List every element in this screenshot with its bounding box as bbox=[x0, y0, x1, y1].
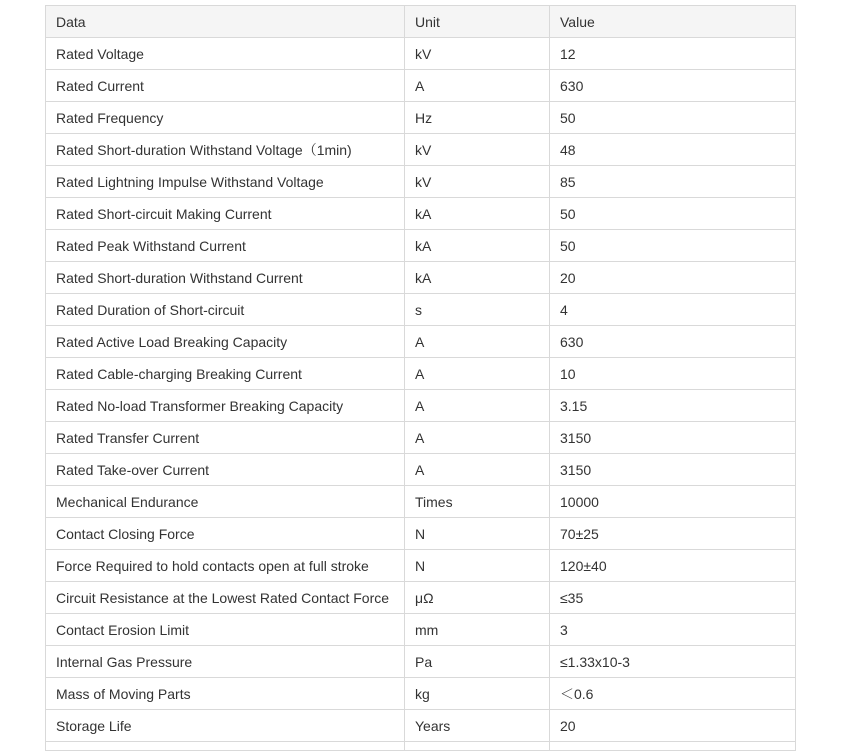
table-row bbox=[46, 294, 796, 326]
table-row bbox=[46, 646, 796, 678]
cell-value: 48 bbox=[550, 134, 796, 166]
cell-value: 630 bbox=[550, 326, 796, 358]
cell-value: ＜0.6 bbox=[550, 678, 796, 710]
table-row bbox=[46, 678, 796, 710]
cell-data: Mass of Moving Parts bbox=[46, 678, 405, 710]
table-row bbox=[46, 710, 796, 742]
cell-data: Rated No-load Transformer Breaking Capacity bbox=[46, 390, 405, 422]
table-row bbox=[46, 582, 796, 614]
cell-unit: N bbox=[405, 518, 550, 550]
cell-unit: kV bbox=[405, 38, 550, 70]
cell-value: 50 bbox=[550, 198, 796, 230]
cell-unit: kA bbox=[405, 262, 550, 294]
table-header-row bbox=[46, 6, 796, 38]
table-row bbox=[46, 550, 796, 582]
cell-data: Rated Frequency bbox=[46, 102, 405, 134]
table-row bbox=[46, 614, 796, 646]
cell-data: Rated Lightning Impulse Withstand Voltage bbox=[46, 166, 405, 198]
cell-data: Rated Active Load Breaking Capacity bbox=[46, 326, 405, 358]
table-row bbox=[46, 134, 796, 166]
table-row bbox=[46, 518, 796, 550]
cell-data: Rated Take-over Current bbox=[46, 454, 405, 486]
spec-table-container bbox=[45, 5, 795, 751]
cell-value: 20 bbox=[550, 262, 796, 294]
cell-unit: Hz bbox=[405, 102, 550, 134]
cell-value: 20 bbox=[550, 710, 796, 742]
cell-unit: A bbox=[405, 390, 550, 422]
table-row bbox=[46, 390, 796, 422]
cell-unit: A bbox=[405, 358, 550, 390]
cell-unit: A bbox=[405, 454, 550, 486]
cell-value: 50 bbox=[550, 230, 796, 262]
cell-unit: A bbox=[405, 422, 550, 454]
cell-data: Circuit Resistance at the Lowest Rated Contact Force bbox=[46, 582, 405, 614]
table-row bbox=[46, 198, 796, 230]
cell-value: ≤1.33x10-3 bbox=[550, 646, 796, 678]
cell-partial bbox=[405, 742, 550, 751]
cell-value: ≤35 bbox=[550, 582, 796, 614]
cell-data: Rated Short-duration Withstand Voltage（1min) bbox=[46, 134, 405, 166]
cell-data: Rated Current bbox=[46, 70, 405, 102]
cell-value: 120±40 bbox=[550, 550, 796, 582]
cell-unit: kA bbox=[405, 198, 550, 230]
cell-value: 3150 bbox=[550, 454, 796, 486]
cell-value: 10000 bbox=[550, 486, 796, 518]
table-row bbox=[46, 486, 796, 518]
cell-partial bbox=[46, 742, 405, 751]
cell-data: Internal Gas Pressure bbox=[46, 646, 405, 678]
cell-unit: N bbox=[405, 550, 550, 582]
cell-value: 50 bbox=[550, 102, 796, 134]
cell-value: 4 bbox=[550, 294, 796, 326]
cell-unit: kA bbox=[405, 230, 550, 262]
table-row bbox=[46, 422, 796, 454]
cell-data: Contact Erosion Limit bbox=[46, 614, 405, 646]
table-row-partial bbox=[46, 742, 796, 751]
cell-value: 3.15 bbox=[550, 390, 796, 422]
cell-value: 12 bbox=[550, 38, 796, 70]
table-row bbox=[46, 38, 796, 70]
cell-unit: s bbox=[405, 294, 550, 326]
cell-unit: mm bbox=[405, 614, 550, 646]
cell-data: Force Required to hold contacts open at full stroke bbox=[46, 550, 405, 582]
cell-data: Contact Closing Force bbox=[46, 518, 405, 550]
table-row bbox=[46, 326, 796, 358]
table-row bbox=[46, 70, 796, 102]
cell-value: 630 bbox=[550, 70, 796, 102]
cell-data: Rated Peak Withstand Current bbox=[46, 230, 405, 262]
table-row bbox=[46, 262, 796, 294]
table-row bbox=[46, 166, 796, 198]
cell-value: 10 bbox=[550, 358, 796, 390]
cell-unit: μΩ bbox=[405, 582, 550, 614]
cell-data: Rated Transfer Current bbox=[46, 422, 405, 454]
cell-data: Storage Life bbox=[46, 710, 405, 742]
cell-unit: A bbox=[405, 70, 550, 102]
cell-data: Rated Duration of Short-circuit bbox=[46, 294, 405, 326]
cell-data: Rated Short-duration Withstand Current bbox=[46, 262, 405, 294]
cell-data: Rated Short-circuit Making Current bbox=[46, 198, 405, 230]
cell-unit: Times bbox=[405, 486, 550, 518]
cell-unit: kV bbox=[405, 166, 550, 198]
spec-table bbox=[45, 5, 796, 751]
cell-unit: kg bbox=[405, 678, 550, 710]
cell-data: Rated Cable-charging Breaking Current bbox=[46, 358, 405, 390]
cell-value: 70±25 bbox=[550, 518, 796, 550]
cell-unit: kV bbox=[405, 134, 550, 166]
cell-value: 3 bbox=[550, 614, 796, 646]
table-row bbox=[46, 102, 796, 134]
cell-unit: Pa bbox=[405, 646, 550, 678]
table-row bbox=[46, 358, 796, 390]
table-body bbox=[46, 38, 796, 751]
table-row bbox=[46, 454, 796, 486]
table-row bbox=[46, 230, 796, 262]
cell-partial bbox=[550, 742, 796, 751]
header-unit: Unit bbox=[405, 6, 550, 38]
cell-value: 3150 bbox=[550, 422, 796, 454]
cell-data: Rated Voltage bbox=[46, 38, 405, 70]
cell-data: Mechanical Endurance bbox=[46, 486, 405, 518]
cell-value: 85 bbox=[550, 166, 796, 198]
header-data: Data bbox=[46, 6, 405, 38]
cell-unit: Years bbox=[405, 710, 550, 742]
cell-unit: A bbox=[405, 326, 550, 358]
header-value: Value bbox=[550, 6, 796, 38]
